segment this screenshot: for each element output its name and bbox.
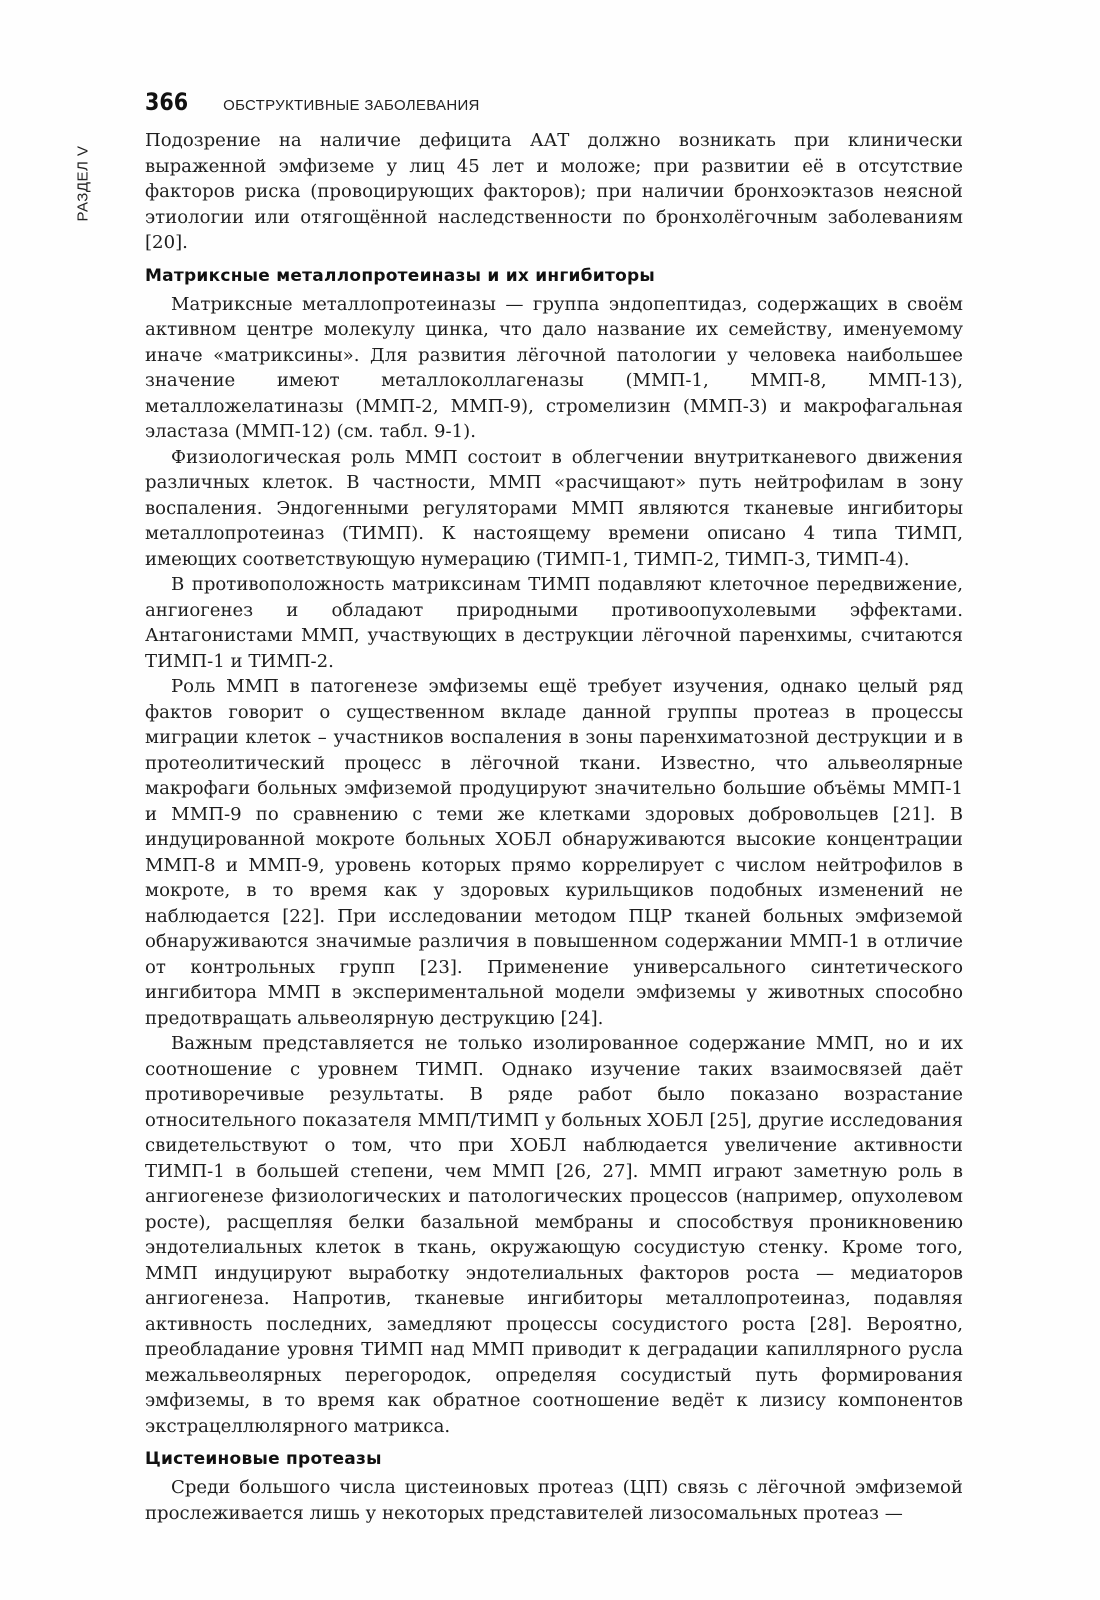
mmp-paragraph-1: Матриксные металлопротеиназы — группа эндопептидаз, содержащих в своём активном центре молекулу цинка, что дало название их семейству, именуемому иначе «матриксины». Для развития лёгочной патологии у человека наибольшее значение имеют металлоколлагеназы (ММП-1, ММП-8, ММП-13), металложелатиназы (ММП-2, ММП-9), стромелизин (ММП-3) и макрофагальная эластаза (ММП-12) (см. табл. 9-1). <box>145 293 963 442</box>
page-header <box>145 86 965 118</box>
page-number: 366 <box>145 88 189 116</box>
mmp-paragraph-4: Роль ММП в патогенезе эмфиземы ещё требует изучения, однако целый ряд фактов говорит о существенном вкладе данной группы протеаз в процессы миграции клеток – участников воспаления в зоны паренхиматозной деструкции и в протеолитический процесс в лёгочной ткани. Известно, что альвеолярные макрофаги больных эмфиземой продуцируют значительно большие объёмы ММП-1 и ММП-9 по сравнению с теми же клетками здоровых добровольцев [21]. В индуцированной мокроте больных ХОБЛ обнаруживаются высокие концентрации ММП-8 и ММП-9, уровень которых прямо коррелирует с числом нейтрофилов в мокроте, в то время как у здоровых курильщиков подобных изменений не наблюдается [22]. При исследовании методом ПЦР тканей больных эмфиземой обнаруживаются значимые различия в повышенном содержании ММП-1 в отличие от контрольных групп [23]. Применение универсального синтетического ингибитора ММП в экспериментальной модели эмфиземы у животных способно предотвращать альвеолярную деструкцию [24]. <box>145 676 963 1029</box>
cysteine-paragraph-1: Среди большого числа цистеиновых протеаз (ЦП) связь с лёгочной эмфиземой прослеживается лишь у некоторых представителей лизосомальных протеаз — <box>145 1477 963 1524</box>
mmp-paragraph-2: Физиологическая роль ММП состоит в облегчении внутритканевого движения различных клеток. В частности, ММП «расчищают» путь нейтрофилам в зону воспаления. Эндогенными регуляторами ММП являются тканевые ингибиторы металлопротеиназ (ТИМП). К настоящему времени описано 4 типа ТИМП, имеющих соответствующую нумерацию (ТИМП-1, ТИМП-2, ТИМП-3, ТИМП-4). <box>145 446 963 570</box>
section-side-tab <box>70 123 96 243</box>
section-heading-cysteine-proteases: Цистеиновые протеазы <box>145 1449 382 1469</box>
intro-paragraph: Подозрение на наличие дефицита ААТ должно возникать при клинически выраженной эмфиземе у лиц 45 лет и моложе; при развитии её в отсутствие факторов риска (провоцирующих факторов); при наличии бронхоэктазов неясной этиологии или отягощённой наследственности по бронхолёгочным заболеваниям [20]. <box>145 130 963 253</box>
section-heading-mmp: Матриксные металлопротеиназы и их ингибиторы <box>145 265 656 286</box>
mmp-paragraph-5: Важным представляется не только изолированное содержание ММП, но и их соотношение с уровнем ТИМП. Однако изучение таких взаимосвязей даёт противоречивые результаты. В ряде работ было показано возрастание относительного показателя ММП/ТИМП у больных ХОБЛ [25], другие исследования свидетельствуют о том, что при ХОБЛ наблюдается увеличение активности ТИМП-1 в большей степени, чем ММП [26, 27]. ММП играют заметную роль в ангиогенезе физиологических и патологических процессов (например, опухолевом росте), расщепляя белки базальной мембраны и способствуя проникновению эндотелиальных клеток в ткань, окружающую сосудистую стенку. Кроме того, ММП индуцируют выработку эндотелиальных факторов роста — медиаторов ангиогенеза. Напротив, тканевые ингибиторы металлопротеиназ, подавляя активность последних, замедляют процессы сосудистого роста [28]. Вероятно, преобладание уровня ТИМП над ММП приводит к деградации капиллярного русла межальвеолярных перегородок, определяя сосудистый путь формирования эмфиземы, в то время как обратное соотношение ведёт к лизису компонентов экстрацеллюлярного матрикса. <box>145 1033 963 1437</box>
mmp-paragraph-3: В противоположность матриксинам ТИМП подавляют клеточное передвижение, ангиогенез и обладают природными противоопухолевыми эффектами. Антагонистами ММП, участвующих в деструкции лёгочной паренхимы, считаются ТИМП-1 и ТИМП-2. <box>145 574 963 672</box>
page-content <box>145 128 963 1526</box>
section-side-tab-label: РАЗДЕЛ V <box>74 144 92 222</box>
running-title: ОБСТРУКТИВНЫЕ ЗАБОЛЕВАНИЯ <box>223 97 480 114</box>
